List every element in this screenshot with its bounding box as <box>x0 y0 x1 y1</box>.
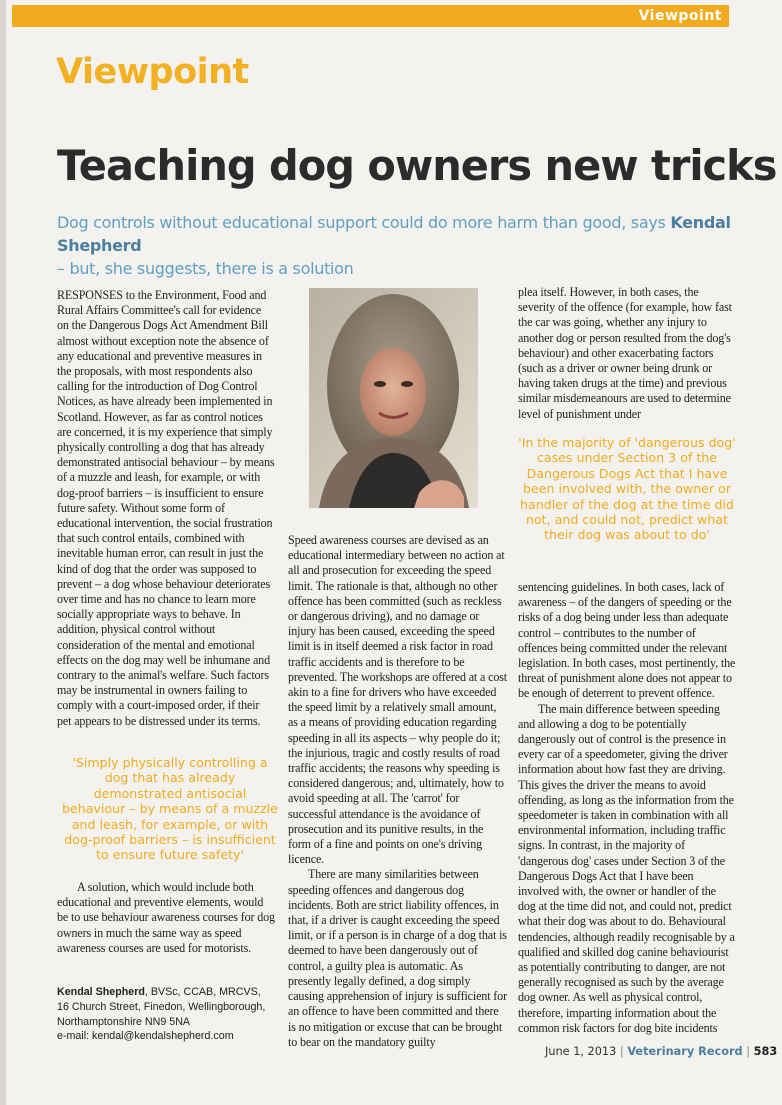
author-email: e-mail: kendal@kendalshepherd.com <box>57 1030 234 1043</box>
article-column-1-continued <box>57 880 275 956</box>
author-name: Kendal Shepherd <box>57 986 145 998</box>
footer-page-number: 583 <box>753 1045 778 1058</box>
article-column-2 <box>288 533 508 1050</box>
footer-journal: Veterinary Record <box>627 1045 743 1058</box>
author-name-line <box>57 985 277 1000</box>
standfirst-tail: – but, she suggests, there is a solution <box>57 259 354 278</box>
author-portrait-image <box>309 288 478 508</box>
page-edge-shadow <box>0 0 6 1105</box>
body-paragraph: There are many similarities between speeding offences and dangerous dog incidents. Both are strict liability offences, in that, if a driver is caught exceeding the speed limit, or if a person is in charge of a dog that is deemed to have been dangerously out of control, a guilty plea is automatic. As presently legally defined, a dog simply causing apprehension of injury is sufficient for an offence to have been committed and there is no mitigation or excuse that can be brought to bear on the mandatory guilty <box>288 867 507 1049</box>
pull-quote: 'In the majority of 'dangerous dog' cases under Section 3 of the Dangerous Dogs Act that I have been involved with, the owner or handler of the dog at the time did not, and could not, predict what their dog was about to do' <box>518 435 736 543</box>
article-standfirst <box>57 211 747 280</box>
section-banner <box>12 5 729 27</box>
article-column-1 <box>57 288 275 729</box>
pull-quote: 'Simply physically controlling a dog that has already demonstrated antisocial behaviour – by means of a muzzle and leash, for example, or with dog-proof barriers – is insufficient to ensure future safety' <box>62 755 278 863</box>
author-address-1: 16 Church Street, Finedon, Wellingborough, <box>57 1000 266 1013</box>
page-footer <box>545 1045 777 1058</box>
section-title: Viewpoint <box>56 52 249 92</box>
author-photo <box>309 288 478 508</box>
author-credentials: , BVSc, CCAB, MRCVS, <box>144 986 261 998</box>
body-paragraph: Speed awareness courses are devised as an educational intermediary between no action at all and prosecution for exceeding the speed limit. The rationale is that, although no other offence has been committed (such as reckless or dangerous driving), and no damage or injury has been caused, exceeding the speed limit is in itself deemed a risk factor in road traffic accidents and is therefore to be prevented. The workshops are offered at a cost akin to a fine for drivers who have exceeded the speed limit by a relatively small amount, as a means of providing education regarding speeding in all its aspects – why people do it; the injurious, tragic and costly results of road traffic accidents; the reasons why speeding is considered dangerous; and, ultimately, how to avoid speeding at all. The 'carrot' for successful attendance is the avoidance of prosecution and its punitive results, in the form of a fine and points on one's driving licence. <box>288 533 507 867</box>
body-paragraph: sentencing guidelines. In both cases, lack of awareness – of the dangers of speeding or the risks of a dog being under less than adequate control – contributes to the number of offences being committed under the relevant legislation. In both cases, most pertinently, the threat of punishment alone does not appear to be enough of deterrent to prevent offence. <box>518 580 736 701</box>
author-contact-box <box>57 985 277 1044</box>
body-paragraph: The main difference between speeding and allowing a dog to be potentially dangerously out of control is the presence in every car of a speedometer, giving the driver information about how fast they are driving. This gives the driver the means to avoid offending, as long as the information from the speedometer is taken in combination with all environmental information, including traffic signs. In contrast, in the majority of 'dangerous dog' cases under Section 3 of the Dangerous Dogs Act that I have been involved with, the owner or handler of the dog at the time did not, and could not, predict what their dog was about to do. Behavioural tendencies, although readily recognisable by a qualified and skilled dog canine behaviourist as potentially contributing to danger, are not generally recognised as such by the average dog owner. As well as physical control, therefore, imparting information about the common risk factors for dog bite incidents <box>518 701 735 1035</box>
author-address-2: Northamptonshire NN9 5NA <box>57 1015 191 1028</box>
body-paragraph: A solution, which would include both educational and preventive elements, would be to use behaviour awareness courses for dog owners in much the same way as speed awareness courses are used for motorists. <box>57 880 275 955</box>
footer-separator: | <box>619 1045 624 1058</box>
standfirst-author: Kendal Shepherd <box>57 213 731 255</box>
standfirst-lead: Dog controls without educational support could do more harm than good, says <box>57 213 666 232</box>
footer-separator: | <box>746 1045 751 1058</box>
body-paragraph: plea itself. However, in both cases, the severity of the offence (for example, how fast the car was going, whether any injury to another dog or person resulted from the dog's behaviour) and other exacerbating factors (such as a driver or owner being drunk or having taken drugs at the time) and previous similar misdemeanours are used to determine level of punishment under <box>518 285 732 421</box>
article-column-3-continued <box>518 580 736 1036</box>
article-column-3 <box>518 285 736 422</box>
body-paragraph: RESPONSES to the Environment, Food and Rural Affairs Committee's call for evidence on the Dangerous Dogs Act Amendment Bill almost without exception note the absence of any educational and preventive measures in the proposals, with most respondents also calling for the introduction of Dog Control Notices, as have already been implemented in Scotland. However, as far as control notices are concerned, it is my experience that simply physically controlling a dog that has already demonstrated antisocial behaviour – by means of a muzzle and leash, for example, or with dog-proof barriers – is insufficient to ensure future safety. Without some form of educational intervention, the social frustration that such control entails, combined with inevitable human error, can result in just the kind of dog that the order was supposed to prevent – a dog whose behaviour deteriorates over time and has no chance to learn more socially appropriate ways to behave. In addition, physical control without consideration of the mental and emotional effects on the dog may well be inhumane and contrary to the animal's welfare. Such factors may be instrumental in owners failing to comply with a court-imposed order, if their pet appears to be distressed under its terms. <box>57 288 275 728</box>
article-headline: Teaching dog owners new tricks <box>57 141 777 190</box>
section-banner-label: Viewpoint <box>638 8 722 24</box>
footer-date: June 1, 2013 <box>545 1045 617 1058</box>
